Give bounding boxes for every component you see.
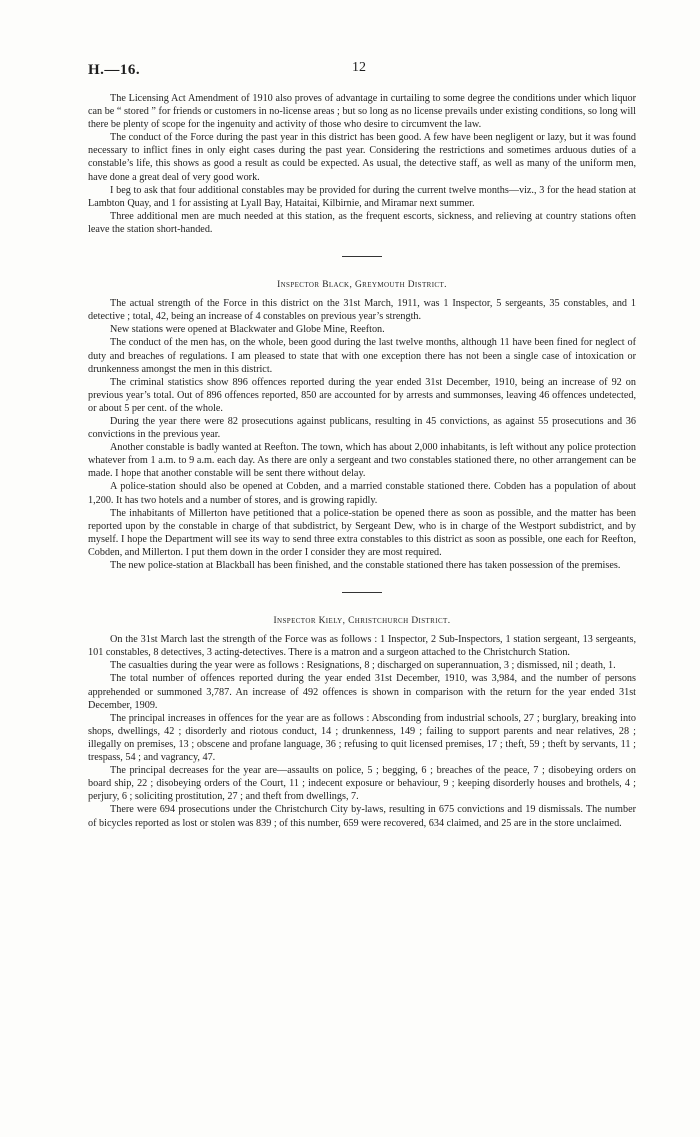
paragraph: The principal decreases for the year are—assaults on police, 5 ; begging, 6 ; breaches of the peace, 7 ; disobeying orders on board ship, 22 ; disobeying orders of the Court, 11 ; indecent exposure or behaviour, 9 ; keeping disorderly houses and brothels, 4 ; perjury, 6 ; soliciting prostitution, 27 ; and theft from dwellings, 7. [88, 765, 636, 803]
paragraph: A police-station should also be opened at Cobden, and a married constable stationed there. Cobden has a population of about 1,200. It has two hotels and a number of stores, and is growing rapidly. [88, 481, 636, 506]
section-wellington-continued [88, 92, 636, 236]
paragraph: The inhabitants of Millerton have petitioned that a police-station be opened there as soon as possible, and the matter has been reported upon by the constable in charge of that subdistrict, by Sergeant Dew, who is in charge of the Westport subdistrict, and by myself. I hope the Department will see its way to send three extra constables to this district as soon as possible, one each for Reefton, Cobden, and Millerton. I put them down in the order I consider they are most required. [88, 507, 636, 558]
paragraph: Three additional men are much needed at this station, as the frequent escorts, sickness, and relieving at country stations often leave the station short-handed. [88, 210, 636, 235]
paragraph: The new police-station at Blackball has been finished, and the constable stationed there has taken possession of the premises. [110, 560, 621, 571]
paragraph: On the 31st March last the strength of the Force was as follows : 1 Inspector, 2 Sub-Inspectors, 1 station sergeant, 13 sergeants, 101 constables, 8 detectives, 3 acting-detectives. There is a matron and a surgeon attached to the Christchurch Station. [88, 634, 636, 659]
paragraph: The conduct of the men has, on the whole, been good during the last twelve months, although 11 have been fined for neglect of duty and breaches of regulations. I am pleased to state that with one exception there has not been a single case of intoxication or drunkenness amongst the men in this district. [88, 337, 636, 375]
section-heading: Inspector Black, Greymouth District. [277, 280, 447, 291]
section-divider [342, 592, 382, 593]
section-christchurch [88, 615, 636, 830]
page-number: 12 [352, 60, 366, 75]
section-divider [342, 256, 382, 257]
document-body [88, 92, 636, 830]
paragraph: New stations were opened at Blackwater and Globe Mine, Reefton. [110, 324, 385, 336]
paragraph: The Licensing Act Amendment of 1910 also proves of advantage in curtailing to some degree the conditions under which liquor can be “ stored ” for friends or customers in no-license areas ; but so long as no license prevails under existing conditions, so long will there be plenty of scope for the ingenuity and activity of those who desire to circumvent the law. [88, 93, 636, 131]
paragraph: The conduct of the Force during the past year in this district has been good. A few have been negligent or lazy, but it was found necessary to inflict fines in only eight cases during the past year. Considering the restrictions and sometimes arduous duties of a constable’s life, this shows as good a result as could be expected. As usual, the detective staff, as well as many of the uniform men, have done a great deal of very good work. [88, 132, 636, 183]
document-reference: H.—16. [88, 62, 141, 78]
paragraph: During the year there were 82 prosecutions against publicans, resulting in 45 convictions, as against 55 prosecutions and 36 convictions in the previous year. [88, 415, 636, 441]
paragraph: There were 694 prosecutions under the Christchurch City by-laws, resulting in 675 convictions and 19 dismissals. The number of bicycles reported as lost or stolen was 839 ; of this number, 659 were recovered, 634 claimed, and 25 are in the store unclaimed. [88, 804, 636, 829]
paragraph: The criminal statistics show 896 offences reported during the year ended 31st December, 1910, being an increase of 92 on previous year’s total. Out of 896 offences reported, 850 are accounted for by arrests and summonses, leaving 46 offences undetected, or about 5 per cent. of the whole. [88, 376, 636, 414]
paragraph: The principal increases in offences for the year are as follows : Absconding from industrial schools, 27 ; burglary, breaking into shops, dwellings, 42 ; disorderly and riotous conduct, 14 ; drunkenness, 149 ; failing to support parents and near relatives, 28 ; illegally on premises, 13 ; obscene and profane language, 36 ; refusing to quit licensed premises, 17 ; theft, 59 ; theft by servants, 11 ; trespass, 54 ; and vagrancy, 47. [88, 712, 636, 764]
paragraph: The casualties during the year were as follows : Resignations, 8 ; discharged on superannuation, 3 ; dismissed, nil ; death, 1. [110, 660, 616, 672]
paragraph: I beg to ask that four additional constables may be provided for during the current twelve months—viz., 3 for the head station at Lambton Quay, and 1 for assisting at Lyall Bay, Hataitai, Kilbirnie, and Miramar next summer. [88, 184, 636, 209]
paragraph: The total number of offences reported during the year ended 31st December, 1910, was 3,984, and the number of persons apprehended or summoned 3,787. An increase of 492 offences is shown in comparison with the return for the year ended 31st December, 1909. [88, 673, 636, 711]
paragraph: Another constable is badly wanted at Reefton. The town, which has about 2,000 inhabitants, is left without any police protection whatever from 1 a.m. to 9 a.m. each day. As there are only a sergeant and two constables stationed there, no other arrangement can be made. I hope that another constable will be sent there without delay. [88, 442, 636, 480]
section-greymouth [88, 279, 636, 572]
paragraph: The actual strength of the Force in this district on the 31st March, 1911, was 1 Inspector, 5 sergeants, 35 constables, and 1 detective ; total, 42, being an increase of 4 constables on previous year’s strength. [88, 298, 636, 323]
section-heading: Inspector Kiely, Christchurch District. [273, 616, 451, 627]
